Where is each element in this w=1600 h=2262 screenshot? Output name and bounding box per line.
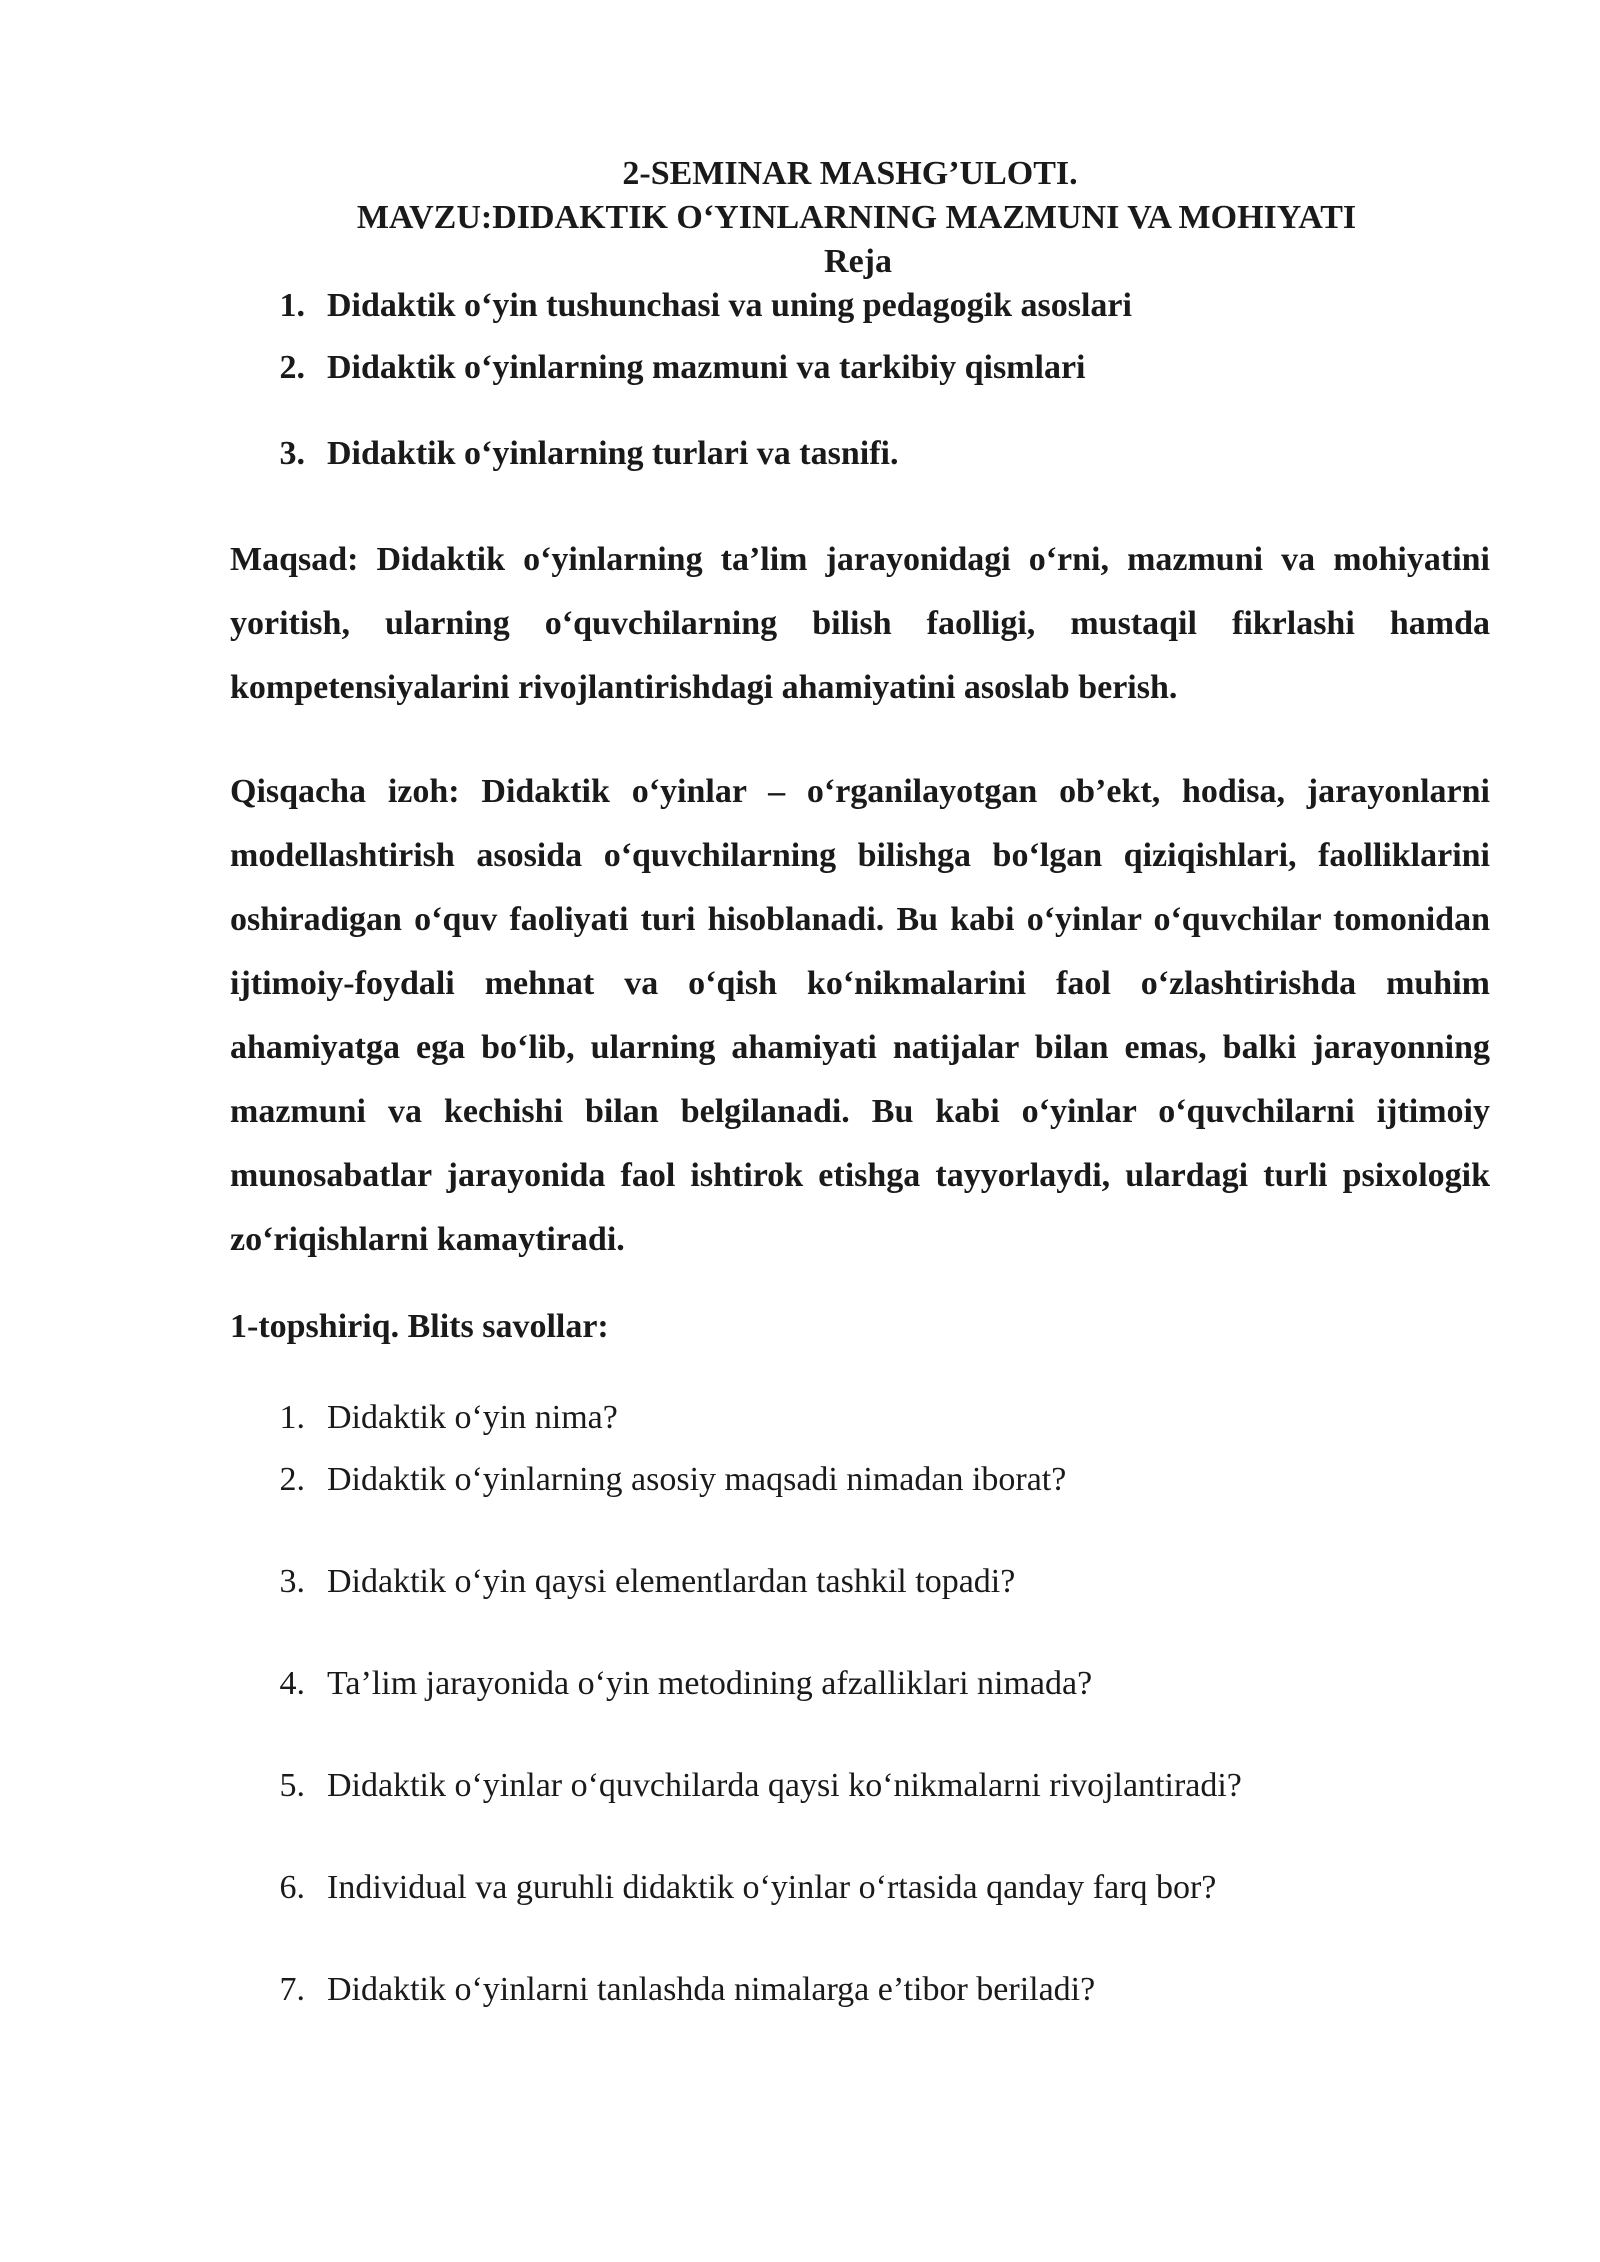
- plan-item-text: Didaktik o‘yinlarning mazmuni va tarkibiy qismlari: [327, 349, 1086, 386]
- plan-item-text: Didaktik o‘yinlarning turlari va tasnifi.: [327, 435, 899, 472]
- plan-item-number: 3.: [279, 435, 305, 472]
- question-text: Didaktik o‘yin nima?: [327, 1399, 618, 1436]
- question-number: 3.: [279, 1563, 305, 1600]
- plan-item-text: Didaktik o‘yin tushunchasi va uning pedagogik asoslari: [327, 287, 1132, 324]
- topic-title: MAVZU:DIDAKTIK O‘YINLARNING MAZMUNI VA MOHIYATI: [356, 199, 1357, 236]
- question-text: Didaktik o‘yinlarni tanlashda nimalarga e’tibor beriladi?: [327, 1971, 1096, 2008]
- task-heading: 1-topshiriq. Blits savollar:: [230, 1308, 609, 1345]
- plan-label: Reja: [824, 243, 892, 280]
- question-number: 5.: [279, 1767, 305, 1804]
- seminar-title: 2-SEMINAR MASHG’ULOTI.: [622, 155, 1078, 192]
- question-text: Didaktik o‘yin qaysi elementlardan tashkil topadi?: [327, 1563, 1016, 1600]
- question-number: 2.: [279, 1461, 305, 1498]
- note-paragraph: Qisqacha izoh: Didaktik o‘yinlar – o‘rganilayotgan ob’ekt, hodisa, jarayonlarni modellashtirish asosida o‘quvchilarning bilishga bo‘lgan qiziqishlari, faolliklarini oshiradigan o‘quv faoliyati turi hisoblanadi. Bu kabi o‘yinlar o‘quvchilar tomonidan ijtimoiy-foydali mehnat va o‘qish ko‘nikmalarini faol o‘zlashtirishda muhim ahamiyatga ega bo‘lib, ularning ahamiyati natijalar bilan emas, balki jarayonning mazmuni va kechishi bilan belgilanadi. Bu kabi o‘yinlar o‘quvchilarni ijtimoiy munosabatlar jarayonida faol ishtirok etishga tayyorlaydi, ulardagi turli psixologik zo‘riqishlarni kamaytiradi.: [230, 773, 1490, 1258]
- question-number: 7.: [279, 1971, 305, 2008]
- question-text: Didaktik o‘yinlarning asosiy maqsadi nimadan iborat?: [327, 1461, 1067, 1498]
- question-number: 1.: [279, 1399, 305, 1436]
- question-text: Ta’lim jarayonida o‘yin metodining afzalliklari nimada?: [327, 1665, 1093, 1702]
- plan-item-number: 2.: [279, 349, 305, 386]
- question-text: Individual va guruhli didaktik o‘yinlar o‘rtasida qanday farq bor?: [327, 1869, 1217, 1906]
- question-number: 6.: [279, 1869, 305, 1906]
- question-number: 4.: [279, 1665, 305, 1702]
- question-text: Didaktik o‘yinlar o‘quvchilarda qaysi ko‘nikmalarni rivojlantiradi?: [327, 1767, 1242, 1804]
- goal-paragraph: Maqsad: Didaktik o‘yinlarning ta’lim jarayonidagi o‘rni, mazmuni va mohiyatini yoritish, ularning o‘quvchilarning bilish faolligi, mustaqil fikrlashi hamda kompetensiyalarini rivojlantirishdagi ahamiyatini asoslab berish.: [230, 541, 1490, 706]
- plan-item-number: 1.: [279, 287, 305, 324]
